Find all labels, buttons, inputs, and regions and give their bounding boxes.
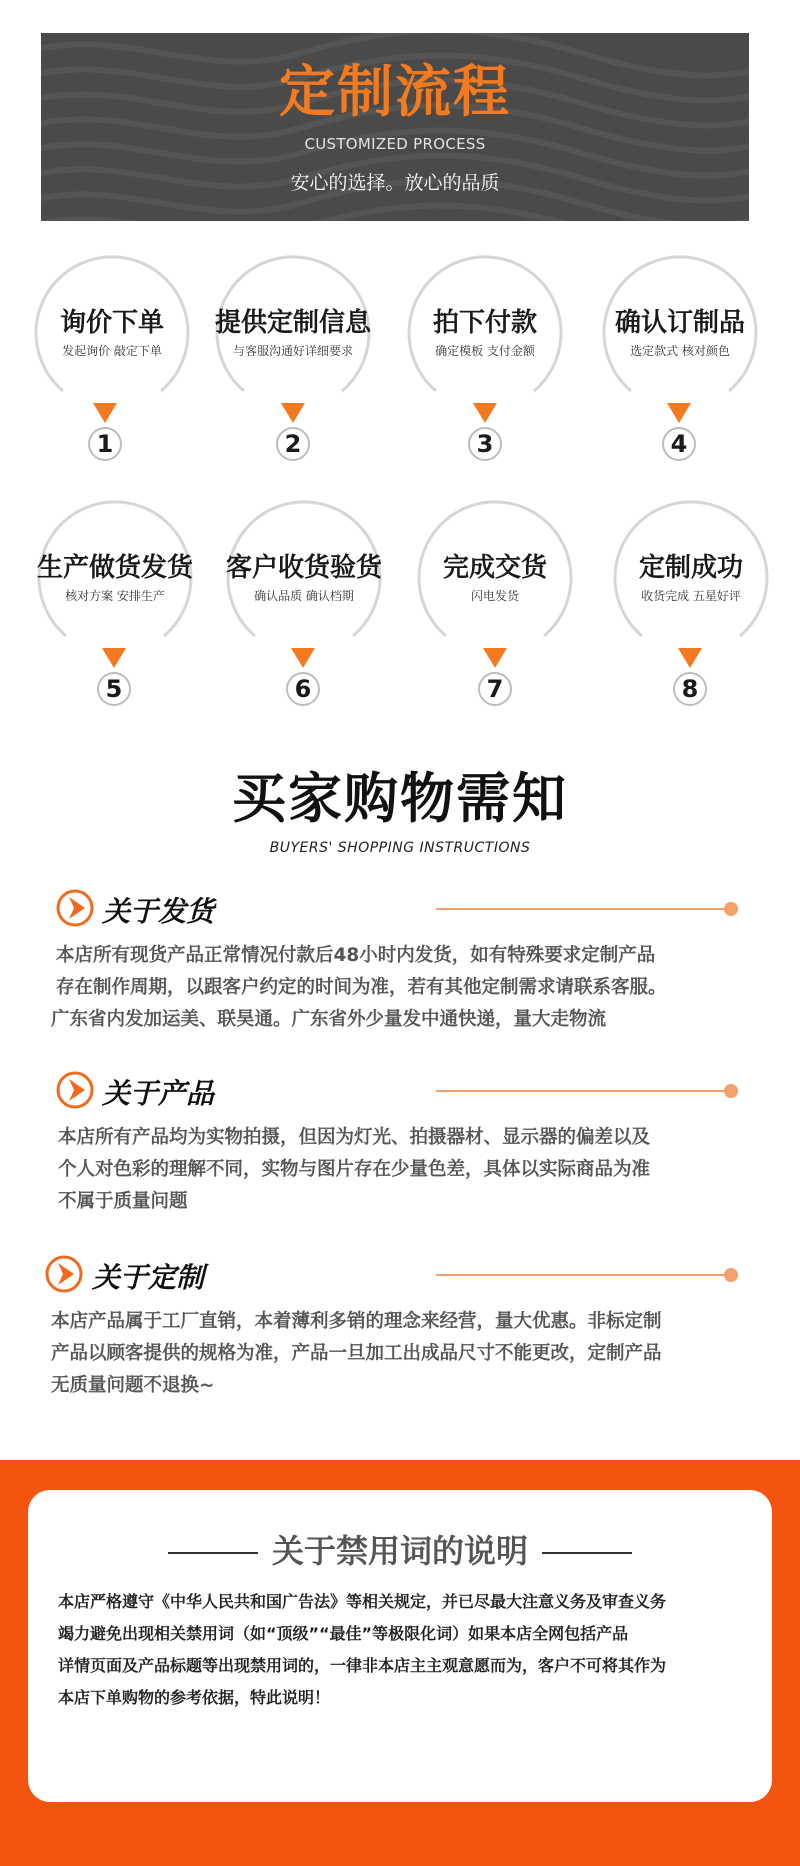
process-step-5 (30, 492, 200, 722)
step-title: 生产做货发货 (36, 553, 193, 583)
prohibited-words-card (28, 1490, 772, 1802)
prohibited-line: 本店下单购物的参考依据，特此说明！ (58, 1688, 331, 1707)
process-banner (41, 33, 749, 221)
down-arrow-icon (667, 403, 691, 423)
divider-dot (724, 902, 738, 916)
divider-line (436, 908, 728, 910)
notice-body (51, 940, 667, 1036)
prohibited-line: 详情页面及产品标题等出现禁用词的，一律非本店主主观意愿而为，客户不可将其作为 (58, 1656, 667, 1675)
step-description: 选定款式 核对颜色 (630, 344, 730, 358)
divider-line (436, 1090, 728, 1092)
step-number: 5 (97, 672, 131, 706)
step-number: 1 (88, 427, 122, 461)
down-arrow-icon (678, 648, 702, 668)
play-arrow-icon (55, 1070, 95, 1110)
notice-line: 广东省内发加运美、联昊通。广东省外少量发中通快递，量大走物流 (51, 1009, 607, 1030)
step-number: 3 (468, 427, 502, 461)
notice-line: 本店产品属于工厂直销，本着薄利多销的理念来经营，量大优惠。非标定制 (51, 1311, 662, 1332)
notice-title: 关于发货 (102, 895, 215, 928)
prohibited-title-row (28, 1526, 772, 1572)
down-arrow-icon (291, 648, 315, 668)
step-description: 发起询价 敲定下单 (62, 344, 162, 358)
process-step-8 (606, 492, 776, 722)
notice-line: 不属于质量问题 (58, 1191, 188, 1212)
process-step-4 (595, 247, 765, 477)
prohibited-title: 关于禁用词的说明 (271, 1532, 528, 1570)
step-description: 闪电发货 (470, 589, 519, 603)
title-rule-right (542, 1552, 632, 1554)
banner-slogan: 安心的选择。放心的品质 (290, 172, 500, 194)
step-description: 核对方案 安排生产 (65, 589, 165, 603)
step-title: 确认订制品 (614, 308, 745, 338)
step-number: 4 (662, 427, 696, 461)
notice-line: 产品以顾客提供的规格为准，产品一旦加工出成品尺寸不能更改，定制产品 (51, 1343, 662, 1364)
step-title: 询价下单 (59, 308, 164, 338)
step-description: 确定模板 支付金额 (435, 344, 535, 358)
step-number: 2 (276, 427, 310, 461)
divider-dot (724, 1268, 738, 1282)
down-arrow-icon (483, 648, 507, 668)
prohibited-line: 竭力避免出现相关禁用词（如“顶级”“最佳”等极限化词）如果本店全网包括产品 (58, 1624, 629, 1643)
instructions-subtitle: BUYERS' SHOPPING INSTRUCTIONS (269, 840, 531, 856)
play-arrow-icon (55, 888, 95, 928)
step-number: 6 (286, 672, 320, 706)
step-description: 与客服沟通好详细要求 (232, 344, 353, 358)
down-arrow-icon (281, 403, 305, 423)
notice-body (58, 1122, 650, 1218)
prohibited-body (58, 1586, 758, 1714)
divider-dot (724, 1084, 738, 1098)
notice-line: 存在制作周期，以跟客户约定的时间为准，若有其他定制需求请联系客服。 (56, 977, 667, 998)
notice-line: 本店所有产品均为实物拍摄，但因为灯光、拍摄器材、显示器的偏差以及 (58, 1127, 651, 1148)
down-arrow-icon (93, 403, 117, 423)
banner-title: 定制流程 (279, 60, 511, 125)
step-number: 8 (673, 672, 707, 706)
step-description: 确认品质 确认档期 (254, 589, 354, 603)
notice-line: 本店所有现货产品正常情况付款后48小时内发货，如有特殊要求定制产品 (56, 945, 656, 966)
process-step-6 (219, 492, 389, 722)
process-step-1 (27, 247, 197, 477)
step-title: 完成交货 (442, 553, 547, 583)
notice-title: 关于产品 (102, 1077, 215, 1110)
step-title: 提供定制信息 (214, 308, 371, 338)
process-step-7 (410, 492, 580, 722)
play-arrow-icon (44, 1254, 84, 1294)
step-title: 客户收货验货 (225, 553, 382, 583)
process-step-2 (208, 247, 378, 477)
step-number: 7 (478, 672, 512, 706)
notice-line: 个人对色彩的理解不同，实物与图片存在少量色差，具体以实际商品为准 (58, 1159, 651, 1180)
notice-line: 无质量问题不退换~ (51, 1375, 215, 1396)
instructions-title: 买家购物需知 (232, 767, 568, 830)
notice-title: 关于定制 (92, 1261, 205, 1294)
step-title: 定制成功 (638, 553, 743, 583)
down-arrow-icon (473, 403, 497, 423)
notice-body (51, 1306, 662, 1402)
divider-line (436, 1274, 728, 1276)
prohibited-line: 本店严格遵守《中华人民共和国广告法》等相关规定，并已尽最大注意义务及审查义务 (58, 1592, 667, 1611)
step-title: 拍下付款 (432, 308, 537, 338)
step-description: 收货完成 五星好评 (641, 589, 741, 603)
title-rule-left (168, 1552, 258, 1554)
down-arrow-icon (102, 648, 126, 668)
process-step-3 (400, 247, 570, 477)
banner-subtitle: CUSTOMIZED PROCESS (304, 135, 486, 153)
